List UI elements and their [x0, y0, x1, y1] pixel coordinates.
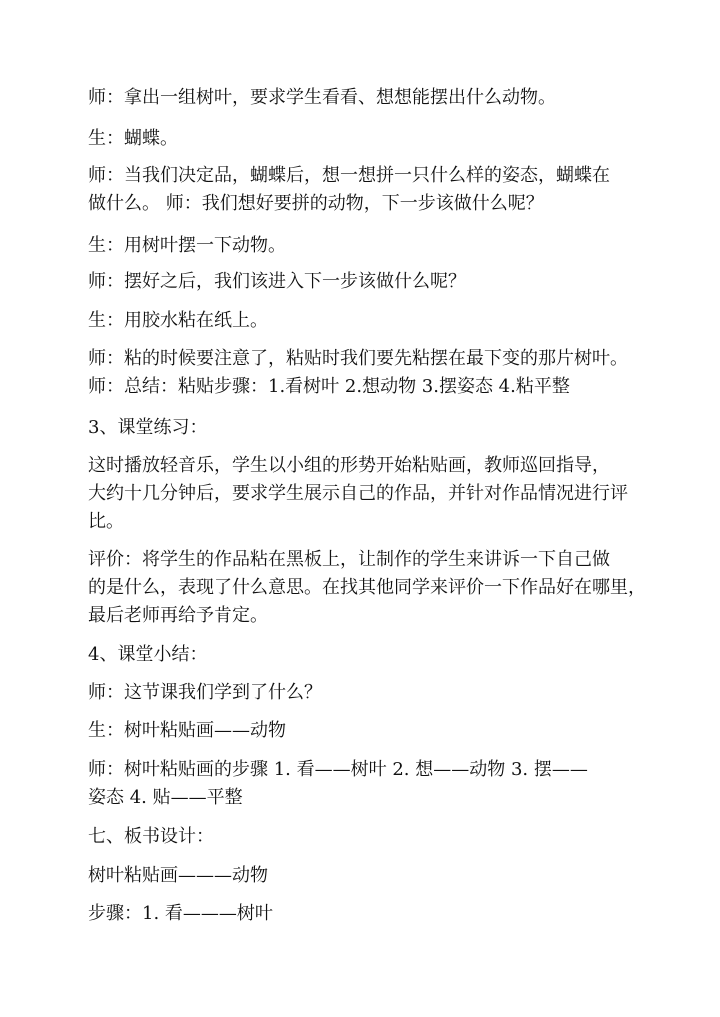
text-line: 师：拿出一组树叶，要求学生看看、想想能摆出什么动物。: [88, 87, 556, 108]
text-line: 生：用胶水粘在纸上。: [88, 310, 268, 331]
paragraph-evaluation: [88, 546, 648, 630]
text-line: 评价：将学生的作品粘在黑板上，让制作的学生来讲诉一下自己做: [88, 549, 610, 570]
text-line: 做什么。 师：我们想好要拼的动物，下一步该做什么呢？: [88, 193, 544, 214]
text-line: 树叶粘贴画———动物: [88, 865, 268, 886]
text-line: 步骤：1. 看———树叶: [88, 903, 273, 924]
text-line: 最后老师再给予肯定。: [88, 605, 268, 626]
text-line: 大约十几分钟后，要求学生展示自己的作品，并针对作品情况进行评: [88, 483, 628, 504]
text-line: 3、课堂练习：: [88, 417, 208, 438]
paragraph-board-title: [88, 862, 648, 890]
paragraph-teacher-next-step: [88, 268, 648, 296]
text-line: 师：树叶粘贴画的步骤 1. 看——树叶 2. 想——动物 3. 摆——: [88, 759, 588, 780]
text-line: 比。: [88, 511, 124, 532]
paragraph-board-steps: [88, 900, 648, 928]
text-line: 师：总结：粘贴步骤：1.看树叶 2.想动物 3.摆姿态 4.粘平整: [88, 376, 570, 397]
text-line: 4、课堂小结：: [88, 644, 208, 665]
text-line: 姿态 4. 贴——平整: [88, 787, 243, 808]
paragraph-teacher-steps: [88, 756, 648, 812]
paragraph-teacher-question: [88, 679, 648, 707]
section-heading-practice: [88, 414, 648, 442]
section-heading-board-design: [88, 823, 648, 851]
paragraph-student-butterfly: [88, 125, 648, 153]
paragraph-teacher-pose: [88, 162, 648, 218]
text-line: 这时播放轻音乐，学生以小组的形势开始粘贴画，教师巡回指导，: [88, 455, 610, 476]
paragraph-student-glue: [88, 307, 648, 335]
paragraph-student-arrange: [88, 232, 648, 260]
text-line: 师：当我们决定品，蝴蝶后，想一想拼一只什么样的姿态，蝴蝶在: [88, 165, 610, 186]
paragraph-teacher-summary: [88, 345, 648, 401]
text-line: 的是什么，表现了什么意思。在找其他同学来评价一下作品好在哪里，: [88, 577, 646, 598]
text-line: 生：树叶粘贴画——动物: [88, 720, 286, 741]
section-heading-summary: [88, 641, 648, 669]
text-line: 师：粘的时候要注意了，粘贴时我们要先粘摆在最下变的那片树叶。: [88, 348, 628, 369]
text-line: 师：摆好之后，我们该进入下一步该做什么呢？: [88, 271, 466, 292]
text-line: 师：这节课我们学到了什么？: [88, 682, 322, 703]
paragraph-teacher-leaves: [88, 84, 648, 112]
text-line: 七、板书设计：: [88, 826, 214, 847]
text-line: 生：用树叶摆一下动物。: [88, 235, 286, 256]
text-line: 生：蝴蝶。: [88, 128, 178, 149]
paragraph-student-answer: [88, 717, 648, 745]
paragraph-practice-description: [88, 452, 648, 536]
